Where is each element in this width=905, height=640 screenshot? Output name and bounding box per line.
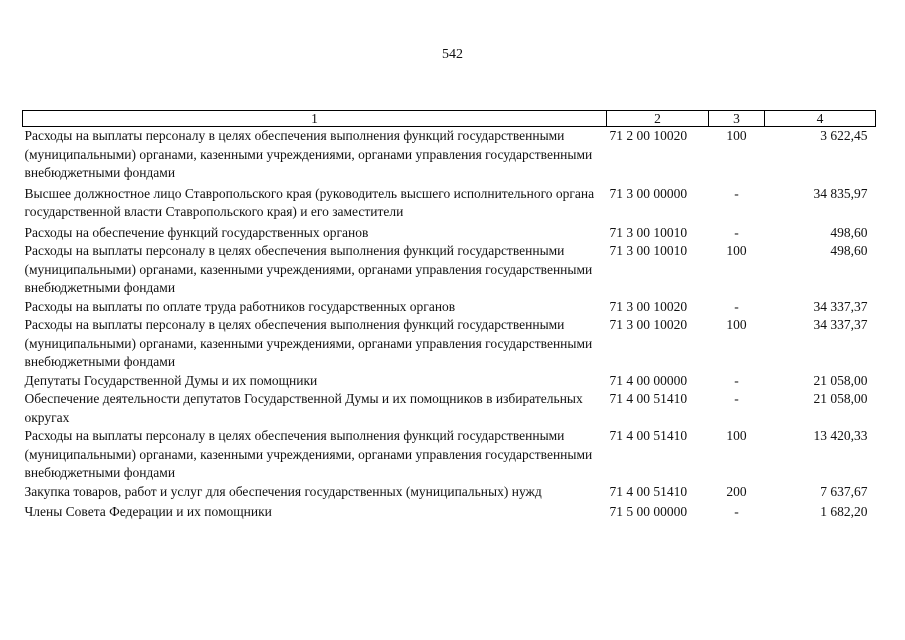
expense-type: 100 [726,428,747,443]
table-row [23,242,876,298]
expense-name: Расходы на выплаты персоналу в целях обеспечения выполнения функций государственными (муниципальными) органами, казенными учреждениями, органами управления государственными внебюджетными фондами [24,243,593,295]
table-row [23,127,876,185]
header-col-4: 4 [765,111,876,127]
target-code: 71 4 00 51410 [609,428,688,443]
target-code: 71 3 00 10020 [609,317,688,332]
expense-type: - [734,185,739,201]
amount: 34 337,37 [813,298,868,314]
amount: 34 337,37 [813,317,868,332]
target-code: 71 3 00 00000 [609,185,688,201]
expense-name: Высшее должностное лицо Ставропольского края (руководитель высшего исполнительного органа государственной власти Ставропольского края) и его заместители [24,185,595,219]
expense-type: 200 [726,483,747,499]
table-row [23,316,876,372]
amount: 498,60 [830,224,868,240]
expense-type: 100 [726,128,747,143]
expense-name: Расходы на выплаты персоналу в целях обеспечения выполнения функций государственными (муниципальными) органами, казенными учреждениями, органами управления государственными внебюджетными фондами [24,317,593,369]
table-row [23,224,876,243]
amount: 498,60 [830,243,868,258]
expense-type: - [734,224,739,240]
target-code: 71 3 00 10010 [609,224,688,240]
target-code: 71 3 00 10020 [609,298,688,314]
header-row [23,111,876,127]
expense-name: Расходы на выплаты по оплате труда работников государственных органов [24,298,456,314]
header-col-1: 1 [23,111,607,127]
expense-name: Члены Совета Федерации и их помощники [24,504,272,519]
amount: 21 058,00 [813,391,868,406]
table-row [23,390,876,427]
amount: 13 420,33 [813,428,868,443]
expense-type: - [734,504,739,519]
amount: 34 835,97 [813,185,868,201]
target-code: 71 3 00 10010 [609,243,688,258]
expense-type: - [734,391,739,406]
page-number: 542 [442,47,463,62]
expense-name: Обеспечение деятельности депутатов Государственной Думы и их помощников в избирательных округах [24,391,583,425]
table-row [23,298,876,317]
table-row [23,503,876,522]
target-code: 71 5 00 00000 [609,504,688,519]
expense-name: Депутаты Государственной Думы и их помощники [24,372,318,388]
header-col-3: 3 [709,111,765,127]
expense-type: - [734,298,739,314]
target-code: 71 4 00 00000 [609,372,688,388]
amount: 21 058,00 [813,372,868,388]
table-row [23,372,876,391]
header-col-2: 2 [607,111,709,127]
target-code: 71 4 00 51410 [609,391,688,406]
amount: 3 622,45 [820,128,868,143]
expense-type: - [734,372,739,388]
amount: 1 682,20 [820,504,868,519]
amount: 7 637,67 [820,483,868,499]
expense-name: Расходы на выплаты персоналу в целях обеспечения выполнения функций государственными (муниципальными) органами, казенными учреждениями, органами управления государственными внебюджетными фондами [24,428,593,480]
table-row [23,185,876,224]
target-code: 71 4 00 51410 [609,483,688,499]
expense-type: 100 [726,317,747,332]
table-row [23,483,876,504]
expense-type: 100 [726,243,747,258]
expense-name: Расходы на выплаты персоналу в целях обеспечения выполнения функций государственными (муниципальными) органами, казенными учреждениями, органами управления государственными внебюджетными фондами [24,128,593,180]
table-row [23,427,876,483]
target-code: 71 2 00 10020 [609,128,688,143]
expense-name: Расходы на обеспечение функций государственных органов [24,224,369,240]
budget-table [22,110,876,522]
expense-name: Закупка товаров, работ и услуг для обеспечения государственных (муниципальных) нужд [24,483,542,499]
